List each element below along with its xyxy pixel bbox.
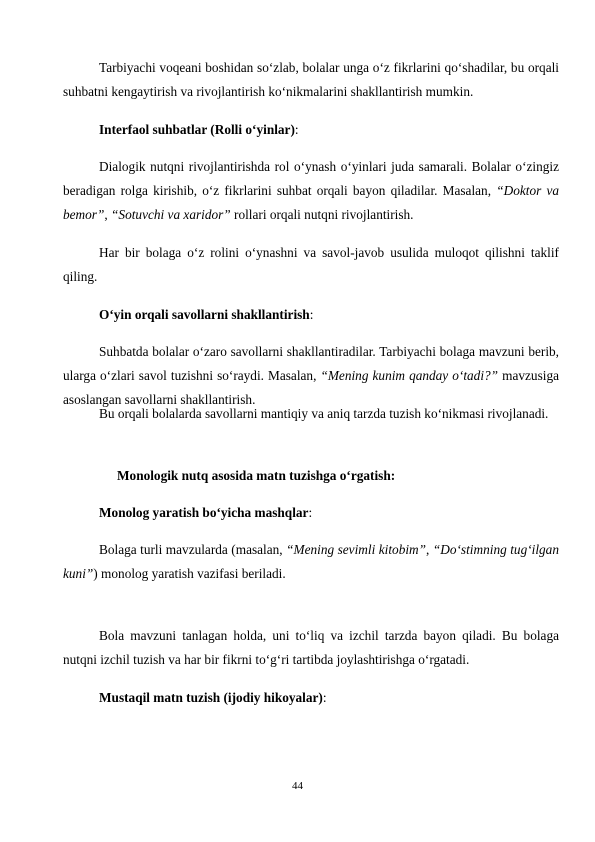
text-segment: mavzusiga asoslangan savollarni shakllantirish. [63, 368, 559, 407]
heading-text: Interfaol suhbatlar (Rolli o‘yinlar) [99, 122, 295, 137]
paragraph-intro: Tarbiyachi voqeani boshidan so‘zlab, bolalar unga o‘z fikrlarini qo‘shadilar, bu orqali suhbatni kengaytirish va rivojlantirish ko‘nikmalarini shakllantirish mumkin. [63, 60, 559, 99]
heading-colon: : [309, 307, 314, 322]
heading-text: Monolog yaratish bo‘yicha mashqlar [99, 505, 309, 520]
text-segment: rollari orqali nutqni rivojlantirish. [230, 207, 414, 222]
heading-colon: : [322, 690, 327, 705]
heading-colon: : [294, 122, 299, 137]
paragraph-monologue-topics [63, 538, 559, 586]
heading-colon: : [308, 505, 313, 520]
heading-monologue-teaching: Monologik nutq asosida matn tuzishga o‘rgatish: [117, 468, 396, 483]
heading-text: O‘yin orqali savollarni shakllantirish [99, 307, 310, 322]
text-segment: Suhbatda bolalar o‘zaro savollarni shakllantiradilar. Tarbiyachi bolaga mavzuni berib, ularga o‘zlari savol tuzishni so‘raydi. Masalan, [63, 344, 559, 383]
paragraph-coherent-speech: Bola mavzuni tanlagan holda, uni to‘liq va izchil tarzda bayon qiladi. Bu bolaga nutqni izchil tuzish va har bir fikrni to‘g‘ri tartibda joylashtirishga o‘rgatadi. [63, 628, 559, 667]
italic-example: “Doktor va bemor” [63, 183, 559, 222]
heading-game-questions [99, 303, 313, 327]
heading-independent-text [99, 686, 327, 710]
italic-example: “Sotuvchi va xaridor” [111, 207, 231, 222]
italic-example: “Mening sevimli kitobim” [286, 542, 427, 557]
page-number: 44 [292, 780, 303, 792]
text-segment: Bolaga turli mavzularda (masalan, [99, 542, 287, 557]
heading-monologue-exercises [99, 501, 312, 525]
text-segment: , [426, 542, 433, 557]
heading-interactive-dialogues [99, 118, 299, 142]
italic-example: “Do‘stimning tug‘ilgan kuni” [63, 542, 559, 581]
paragraph-logic-skill: Bu orqali bolalarda savollarni mantiqiy va aniq tarzda tuzish ko‘nikmasi rivojlanadi. [99, 406, 549, 421]
heading-text: Mustaqil matn tuzish (ijodiy hikoyalar) [99, 690, 323, 705]
text-segment: , [104, 207, 112, 222]
italic-example: “Mening kunim qanday o‘tadi?” [320, 368, 499, 383]
text-segment: ) monolog yaratish vazifasi beriladi. [93, 566, 286, 581]
paragraph-role-play [63, 155, 559, 227]
paragraph-role-invite: Har bir bolaga o‘z rolini o‘ynashni va savol-javob usulida muloqot qilishni taklif qiling. [63, 245, 559, 284]
text-segment: Dialogik nutqni rivojlantirishda rol o‘ynash o‘yinlari juda samarali. Bolalar o‘zingiz beradigan rolga kirishib, o‘z fikrlarini suhbat orqali bayon qiladilar. Masalan, [63, 159, 559, 198]
